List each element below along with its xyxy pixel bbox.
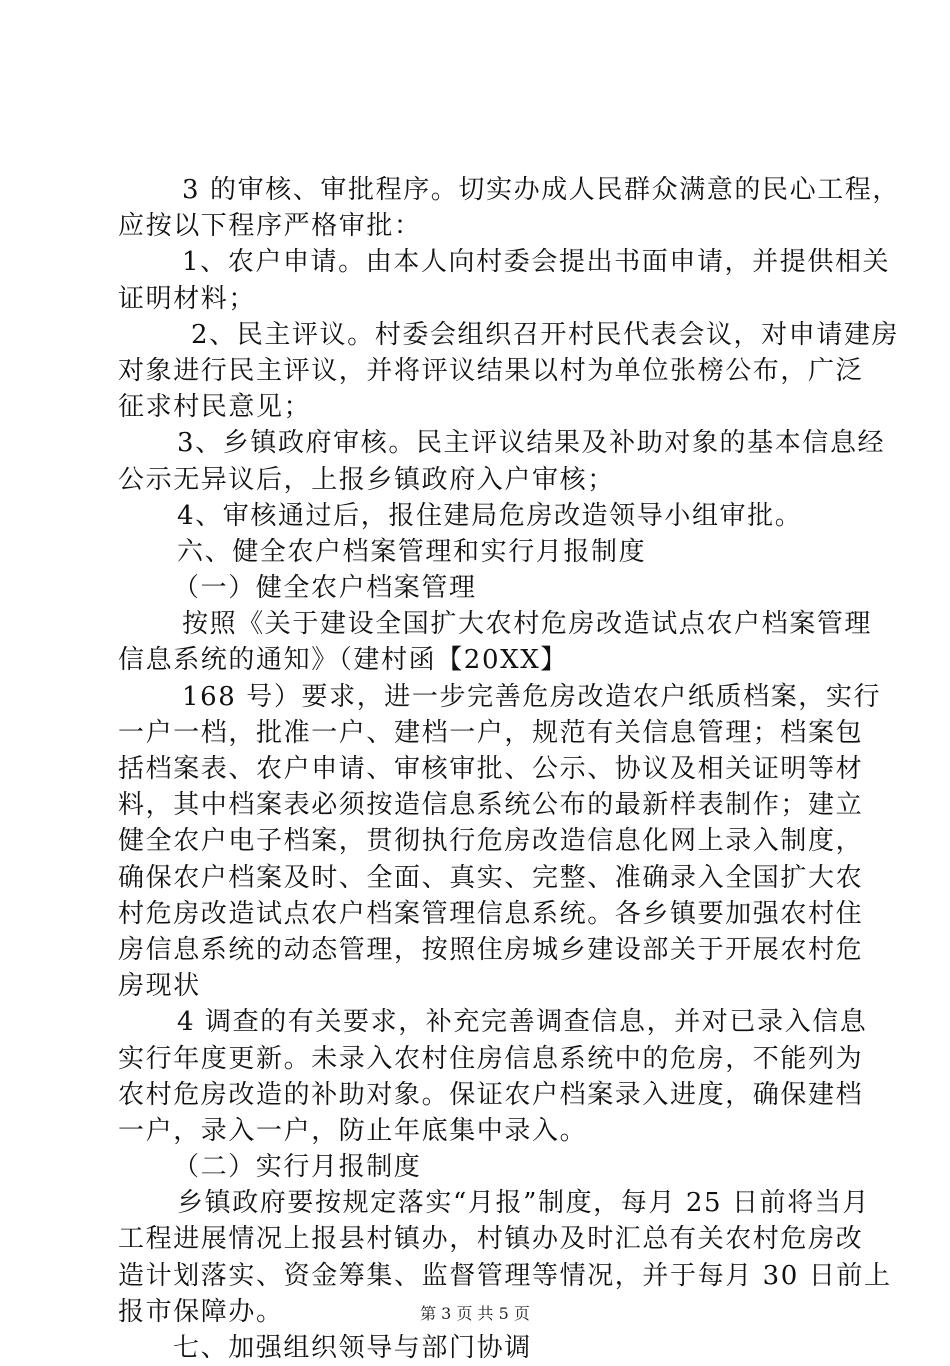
- text-line: 工程进展情况上报县村镇办，村镇办及时汇总有关农村危房改: [118, 1224, 864, 1255]
- text-line: 报市保障办。: [118, 1296, 284, 1327]
- text-line: 房现状: [118, 971, 201, 1002]
- text-line: 确保农户档案及时、全面、真实、完整、准确录入全国扩大农: [118, 862, 864, 893]
- text-line: 2、民主评议。村委会组织召开村民代表会议，对申请建房: [191, 319, 900, 350]
- text-line: 168 号）要求，进一步完善危房改造农户纸质档案，实行: [182, 681, 882, 712]
- text-line: 对象进行民主评议，并将评议结果以村为单位张榜公布，广泛: [118, 355, 864, 386]
- text-line: 七、加强组织领导与部门协调: [173, 1333, 532, 1363]
- text-line: 村危房改造试点农户档案管理信息系统。各乡镇要加强农村住: [118, 898, 864, 929]
- text-line: 农村危房改造的补助对象。保证农户档案录入进度，确保建档: [118, 1079, 864, 1110]
- text-line: 一户一档，批准一户、建档一户，规范有关信息管理；档案包: [118, 717, 864, 748]
- text-line: 1、农户申请。由本人向村委会提出书面申请，并提供相关: [182, 247, 891, 278]
- document-body: [118, 172, 901, 1366]
- text-line: 一户，录入一户，防止年底集中录入。: [118, 1115, 588, 1146]
- text-line: 健全农户电子档案，贯彻执行危房改造信息化网上录入制度，: [118, 826, 864, 857]
- text-line: 4 调查的有关要求，补充完善调查信息，并对已录入信息: [177, 1007, 868, 1038]
- text-line: 括档案表、农户申请、审核审批、公示、协议及相关证明等材: [118, 754, 864, 784]
- text-line: 按照《关于建设全国扩大农村危房改造试点农户档案管理: [182, 609, 873, 640]
- text-line: 实行年度更新。未录入农村住房信息系统中的危房，不能列为: [118, 1043, 864, 1074]
- text-line: 料，其中档案表必须按造信息系统公布的最新样表制作；建立: [118, 790, 864, 821]
- text-line: 4、审核通过后，报住建局危房改造领导小组审批。: [177, 500, 803, 531]
- text-line: 公示无异议后，上报乡镇政府入户审核；: [118, 464, 615, 495]
- text-line: 房信息系统的动态管理，按照住房城乡建设部关于开展农村危: [118, 934, 864, 965]
- text-line: （二）实行月报制度: [173, 1152, 422, 1183]
- text-line: 3 的审核、审批程序。切实办成人民群众满意的民心工程，: [182, 175, 901, 205]
- text-line: 应按以下程序严格审批：: [118, 211, 422, 242]
- text-line: （一）健全农户档案管理: [173, 573, 477, 604]
- text-line: 六、健全农户档案管理和实行月报制度: [177, 536, 647, 567]
- text-line: 3、乡镇政府审核。民主评议结果及补助对象的基本信息经: [177, 428, 886, 459]
- text-line: 乡镇政府要按规定落实“月报”制度，每月 25 日前将当月: [177, 1188, 870, 1219]
- text-line: 造计划落实、资金筹集、监督管理等情况，并于每月 30 日前上: [118, 1260, 892, 1291]
- text-line: 信息系统的通知》（建村函【20XX】: [118, 645, 568, 676]
- text-line: 征求村民意见；: [118, 392, 312, 423]
- text-line: 证明材料；: [118, 283, 257, 314]
- page-footer: 第 3 页 共 5 页: [420, 1304, 530, 1323]
